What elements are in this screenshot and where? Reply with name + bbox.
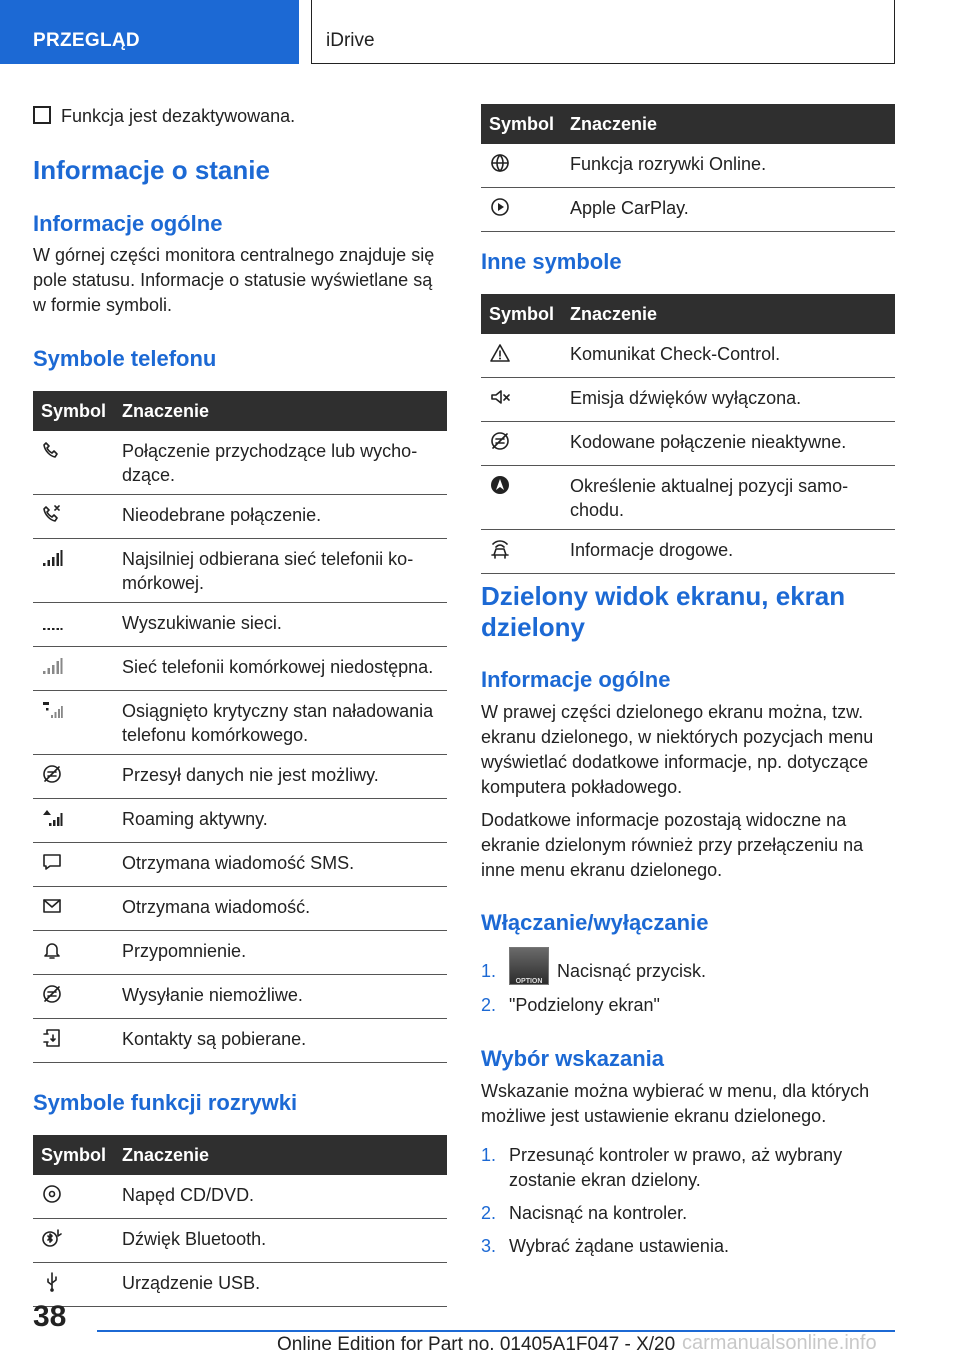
disc-icon <box>41 1183 63 1205</box>
on-off-steps <box>481 946 895 1026</box>
list-item <box>481 1234 881 1259</box>
row-meaning: Roaming aktywny. <box>114 799 447 843</box>
sms-icon <box>41 851 63 873</box>
email-icon <box>41 895 63 917</box>
list-item <box>481 993 895 1018</box>
row-meaning: Kontakty są pobierane. <box>114 1019 447 1063</box>
row-meaning: Nieodebrane połączenie. <box>114 495 447 539</box>
phone-call-icon <box>41 439 63 461</box>
table-row <box>33 691 447 755</box>
online-entertainment-icon <box>489 152 511 174</box>
heading-status: Informacje o stanie <box>33 155 270 185</box>
step-text: Wybrać żądane ustawienia. <box>509 1236 729 1256</box>
row-meaning: Wysyłanie niemożliwe. <box>114 975 447 1019</box>
heading-select-display: Wybór wskazania <box>481 1046 664 1071</box>
mute-icon <box>489 386 511 408</box>
carplay-icon <box>489 196 511 218</box>
col-meaning: Znaczenie <box>114 391 447 431</box>
col-symbol: Symbol <box>481 294 562 334</box>
row-meaning: Najsilniej odbierana sieć telefonii komórkowej. <box>114 539 447 603</box>
step-number: 1. <box>481 1145 497 1165</box>
edition-text: Online Edition for Part no. 01405A1F047 - X/20 <box>277 1334 676 1355</box>
position-icon <box>489 474 511 496</box>
table-row <box>33 1219 447 1263</box>
heading-general: Informacje ogólne <box>33 211 223 236</box>
encrypted-off-icon <box>489 430 511 452</box>
table-row <box>481 188 895 232</box>
step-number: 3. <box>481 1236 497 1256</box>
row-meaning: Komunikat Check-Control. <box>562 334 895 378</box>
heading-on-off: Włączanie/wyłączanie <box>481 910 709 935</box>
row-meaning: Osiągnięto krytyczny stan naładowania telefonu komórkowego. <box>114 691 447 755</box>
col-symbol: Symbol <box>481 104 562 144</box>
col-meaning: Znaczenie <box>562 104 895 144</box>
table-row <box>33 843 447 887</box>
split-paragraph-1: W prawej części dzielonego ekranu można, tzw. ekranu dzielonego, w niektórych pozycjach menu wyświetlać dodatkowe informacje, np. dotyczące komputera pokładowego. <box>481 702 874 797</box>
table-row <box>33 887 447 931</box>
step-number: 2. <box>481 1203 497 1223</box>
table-row <box>33 431 447 495</box>
roaming-icon <box>41 807 63 829</box>
row-meaning: Połączenie przychodzące lub wychodzące. <box>114 431 447 495</box>
checkbox-description: Funkcja jest dezaktywowana. <box>61 106 296 126</box>
row-meaning: Określenie aktualnej pozycji samochodu. <box>562 466 895 530</box>
step-number: 2. <box>481 995 497 1016</box>
phone-symbols-table <box>33 391 447 1063</box>
table-row <box>481 334 895 378</box>
battery-critical-icon <box>41 699 63 721</box>
row-meaning: Przypomnienie. <box>114 931 447 975</box>
table-row <box>33 975 447 1019</box>
section-tab[interactable] <box>0 0 299 64</box>
select-paragraph: Wskazanie można wybierać w menu, dla których możliwe jest ustawienie ekranu dzielonego. <box>481 1081 870 1126</box>
list-item <box>481 1201 881 1226</box>
row-meaning: Apple CarPlay. <box>562 188 895 232</box>
chapter-title: iDrive <box>326 30 375 51</box>
option-button-icon: OPTION <box>509 947 549 985</box>
row-meaning: Emisja dźwięków wyłączona. <box>562 378 895 422</box>
table-row <box>33 1019 447 1063</box>
chapter-header <box>311 0 895 64</box>
step-text: Nacisnąć przycisk. <box>557 961 707 981</box>
entertainment-symbols-table <box>33 1135 447 1307</box>
traffic-icon <box>489 538 511 560</box>
table-row <box>33 1175 447 1219</box>
list-item <box>481 946 895 985</box>
heading-entertainment-symbols: Symbole funkcji rozrywki <box>33 1090 298 1115</box>
checkbox-icon <box>33 106 51 124</box>
signal-full-icon <box>41 547 63 569</box>
row-meaning: Dźwięk Bluetooth. <box>114 1219 447 1263</box>
network-search-icon <box>41 611 63 633</box>
no-data-icon <box>41 763 63 785</box>
step-text: Przesunąć kontroler w prawo, aż wybrany zostanie ekran dzielony. <box>509 1145 843 1190</box>
table-row <box>481 530 895 574</box>
col-symbol: Symbol <box>33 1135 114 1175</box>
list-item <box>481 1143 881 1193</box>
table-row <box>481 422 895 466</box>
col-meaning: Znaczenie <box>562 294 895 334</box>
heading-other-symbols: Inne symbole <box>481 249 622 274</box>
row-meaning: Napęd CD/DVD. <box>114 1175 447 1219</box>
bluetooth-audio-icon <box>41 1227 63 1249</box>
row-meaning: Funkcja rozrywki Online. <box>562 144 895 188</box>
general-paragraph: W górnej części monitora centralnego znajduje się pole statusu. Informacje o statusie wyświetlane są w formie symboli. <box>33 245 435 315</box>
row-meaning: Informacje drogowe. <box>562 530 895 574</box>
section-title: PRZEGLĄD <box>33 30 140 51</box>
entertainment-symbols-table-continued <box>481 104 895 232</box>
table-row <box>33 799 447 843</box>
no-network-icon <box>41 655 63 677</box>
row-meaning: Sieć telefonii komórkowej niedostępna. <box>114 647 447 691</box>
table-row <box>33 495 447 539</box>
step-number: 1. <box>481 961 497 981</box>
step-text: Nacisnąć na kontroler. <box>509 1203 688 1223</box>
table-row <box>33 755 447 799</box>
bell-icon <box>41 939 63 961</box>
usb-icon <box>41 1271 63 1293</box>
heading-phone-symbols: Symbole telefonu <box>33 346 217 371</box>
table-row <box>481 378 895 422</box>
table-row <box>33 1263 447 1307</box>
missed-call-icon <box>41 503 63 525</box>
table-row <box>481 466 895 530</box>
heading-split-screen: Dzielony widok ekranu, ekran dzielony <box>481 581 846 642</box>
watermark: carmanualsonline.info <box>682 1332 877 1354</box>
row-meaning: Otrzymana wiadomość. <box>114 887 447 931</box>
row-meaning: Wyszukiwanie sieci. <box>114 603 447 647</box>
contacts-download-icon <box>41 1027 63 1049</box>
page-number: 38 <box>33 1300 67 1333</box>
send-failed-icon <box>41 983 63 1005</box>
table-row <box>33 931 447 975</box>
step-text: "Podzielony ekran" <box>509 995 660 1016</box>
table-row <box>33 603 447 647</box>
other-symbols-table <box>481 294 895 574</box>
col-meaning: Znaczenie <box>114 1135 447 1175</box>
table-row <box>33 647 447 691</box>
col-symbol: Symbol <box>33 391 114 431</box>
row-meaning: Urządzenie USB. <box>114 1263 447 1307</box>
heading-split-general: Informacje ogólne <box>481 667 671 692</box>
row-meaning: Przesył danych nie jest możliwy. <box>114 755 447 799</box>
row-meaning: Kodowane połączenie nieaktywne. <box>562 422 895 466</box>
row-meaning: Otrzymana wiadomość SMS. <box>114 843 447 887</box>
table-row <box>33 539 447 603</box>
warning-triangle-icon <box>489 342 511 364</box>
split-paragraph-2: Dodatkowe informacje pozostają widoczne na ekranie dzielonym również przy przełączeniu na inne menu ekranu dzielonego. <box>481 810 864 880</box>
table-row <box>481 144 895 188</box>
select-steps <box>481 1143 881 1267</box>
